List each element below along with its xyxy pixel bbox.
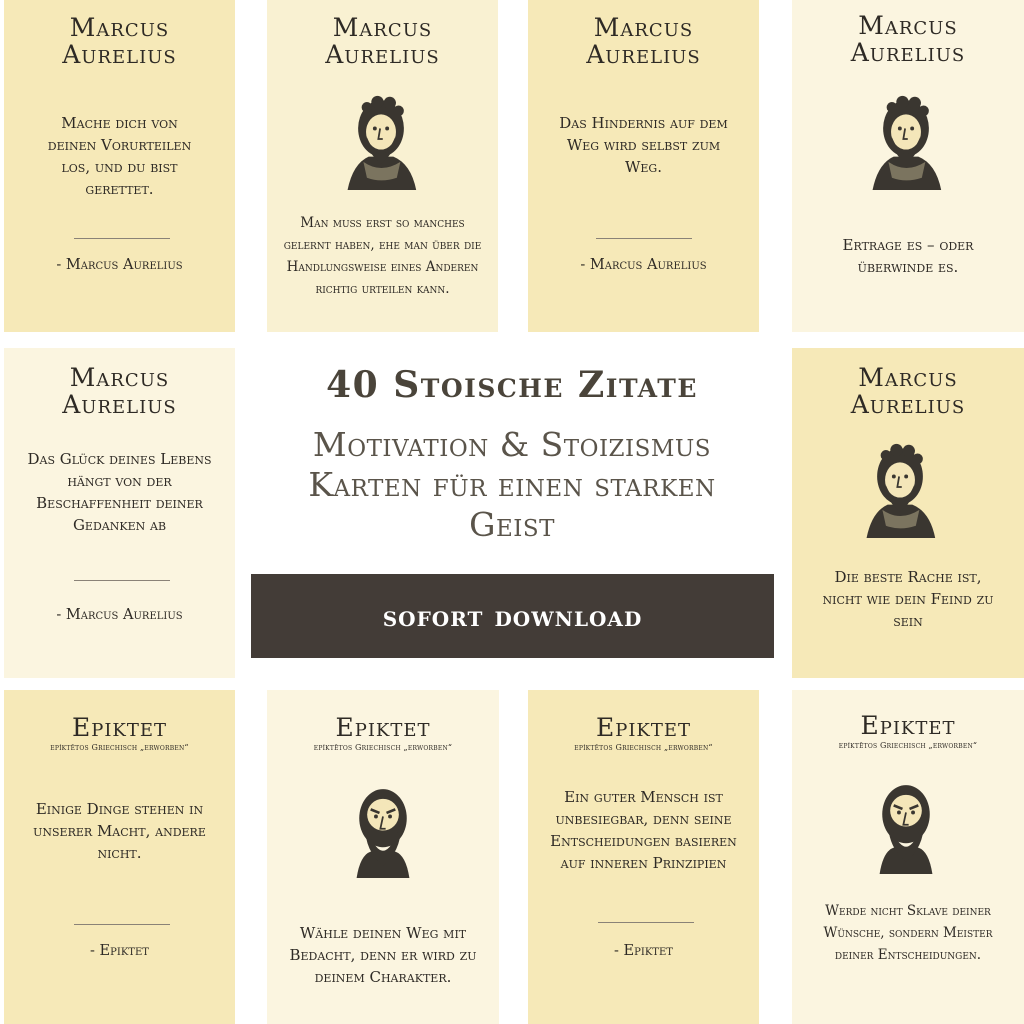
quote-card-7 — [4, 690, 235, 1024]
marcus-aurelius-bust-icon — [856, 432, 944, 542]
card-attribution: - Marcus Aurelius — [580, 257, 707, 273]
card-quote: Einige Dinge stehen in unserer Macht, andere nicht. — [33, 800, 206, 862]
card-author: Marcus Aurelius — [586, 13, 701, 69]
quote-card-2 — [267, 0, 498, 332]
card-author: Epiktet — [71, 713, 168, 742]
divider — [74, 580, 170, 581]
card-quote: Mache dich von deinen Vorurteilen los, und du bist gerettet. — [47, 114, 192, 198]
subtitle-line: Geist — [469, 505, 555, 544]
divider — [74, 924, 170, 925]
card-author: Marcus Aurelius — [62, 13, 177, 69]
card-attribution: - Epiktet — [90, 943, 149, 959]
quote-card-5 — [4, 348, 235, 678]
card-attribution: - Epiktet — [614, 943, 673, 959]
quote-card-9 — [528, 690, 759, 1024]
card-quote: Das Glück deines Lebens hängt von der Beschaffenheit deiner Gedanken ab — [27, 450, 212, 534]
divider — [596, 238, 692, 239]
card-author: Marcus Aurelius — [850, 363, 966, 419]
card-quote: Werde nicht Sklave deiner Wünsche, sondern Meister deiner Entscheidungen. — [823, 903, 993, 963]
marcus-aurelius-bust-icon — [862, 84, 950, 194]
card-quote: Ertrage es – oder überwinde es. — [842, 236, 974, 276]
download-button[interactable]: sofort download — [251, 574, 774, 658]
subtitle-line: Motivation & Stoizismus — [312, 425, 712, 464]
card-quote: Man muss erst so manches gelernt haben, ehe man über die Handlungsweise eines Anderen richtig urteilen kann. — [283, 215, 482, 297]
quote-card-4 — [792, 0, 1024, 332]
card-quote: Ein guter Mensch ist unbesiegbar, denn seine Entscheidungen basieren auf inneren Prinzipien — [550, 788, 737, 872]
card-subtitle: epíktētos Griechisch „erworben“ — [574, 743, 713, 752]
epiktet-bust-icon — [862, 766, 950, 880]
card-quote: Die beste Rache ist, nicht wie dein Feind zu sein — [822, 568, 994, 630]
card-author: Epiktet — [595, 713, 692, 742]
card-quote: Wähle deinen Weg mit Bedacht, denn er wird zu deinem Charakter. — [289, 924, 477, 986]
card-subtitle: epíktētos Griechisch „erworben“ — [50, 743, 189, 752]
quote-card-6 — [792, 348, 1024, 678]
card-author: Marcus Aurelius — [325, 13, 440, 69]
page-title: 40 Stoische Zitate — [326, 364, 698, 406]
card-author: Marcus Aurelius — [62, 363, 177, 419]
quote-card-1 — [4, 0, 235, 332]
card-attribution: - Marcus Aurelius — [56, 257, 183, 273]
card-author: Epiktet — [860, 711, 956, 740]
quote-card-10 — [792, 690, 1024, 1024]
subtitle-line: Karten für einen starken — [308, 465, 716, 504]
card-author: Marcus Aurelius — [850, 11, 966, 67]
card-subtitle: epíktētos Griechisch „erworben“ — [838, 741, 978, 750]
epiktet-bust-icon — [339, 770, 427, 884]
quote-card-8 — [267, 690, 499, 1024]
quote-card-3 — [528, 0, 759, 332]
card-attribution: - Marcus Aurelius — [56, 607, 183, 623]
card-subtitle: epíktētos Griechisch „erworben“ — [313, 743, 453, 752]
divider — [74, 238, 170, 239]
card-author: Epiktet — [335, 713, 431, 742]
divider — [598, 922, 694, 923]
card-quote: Das Hindernis auf dem Weg wird selbst zum Weg. — [559, 114, 728, 176]
marcus-aurelius-bust-icon — [337, 84, 425, 194]
